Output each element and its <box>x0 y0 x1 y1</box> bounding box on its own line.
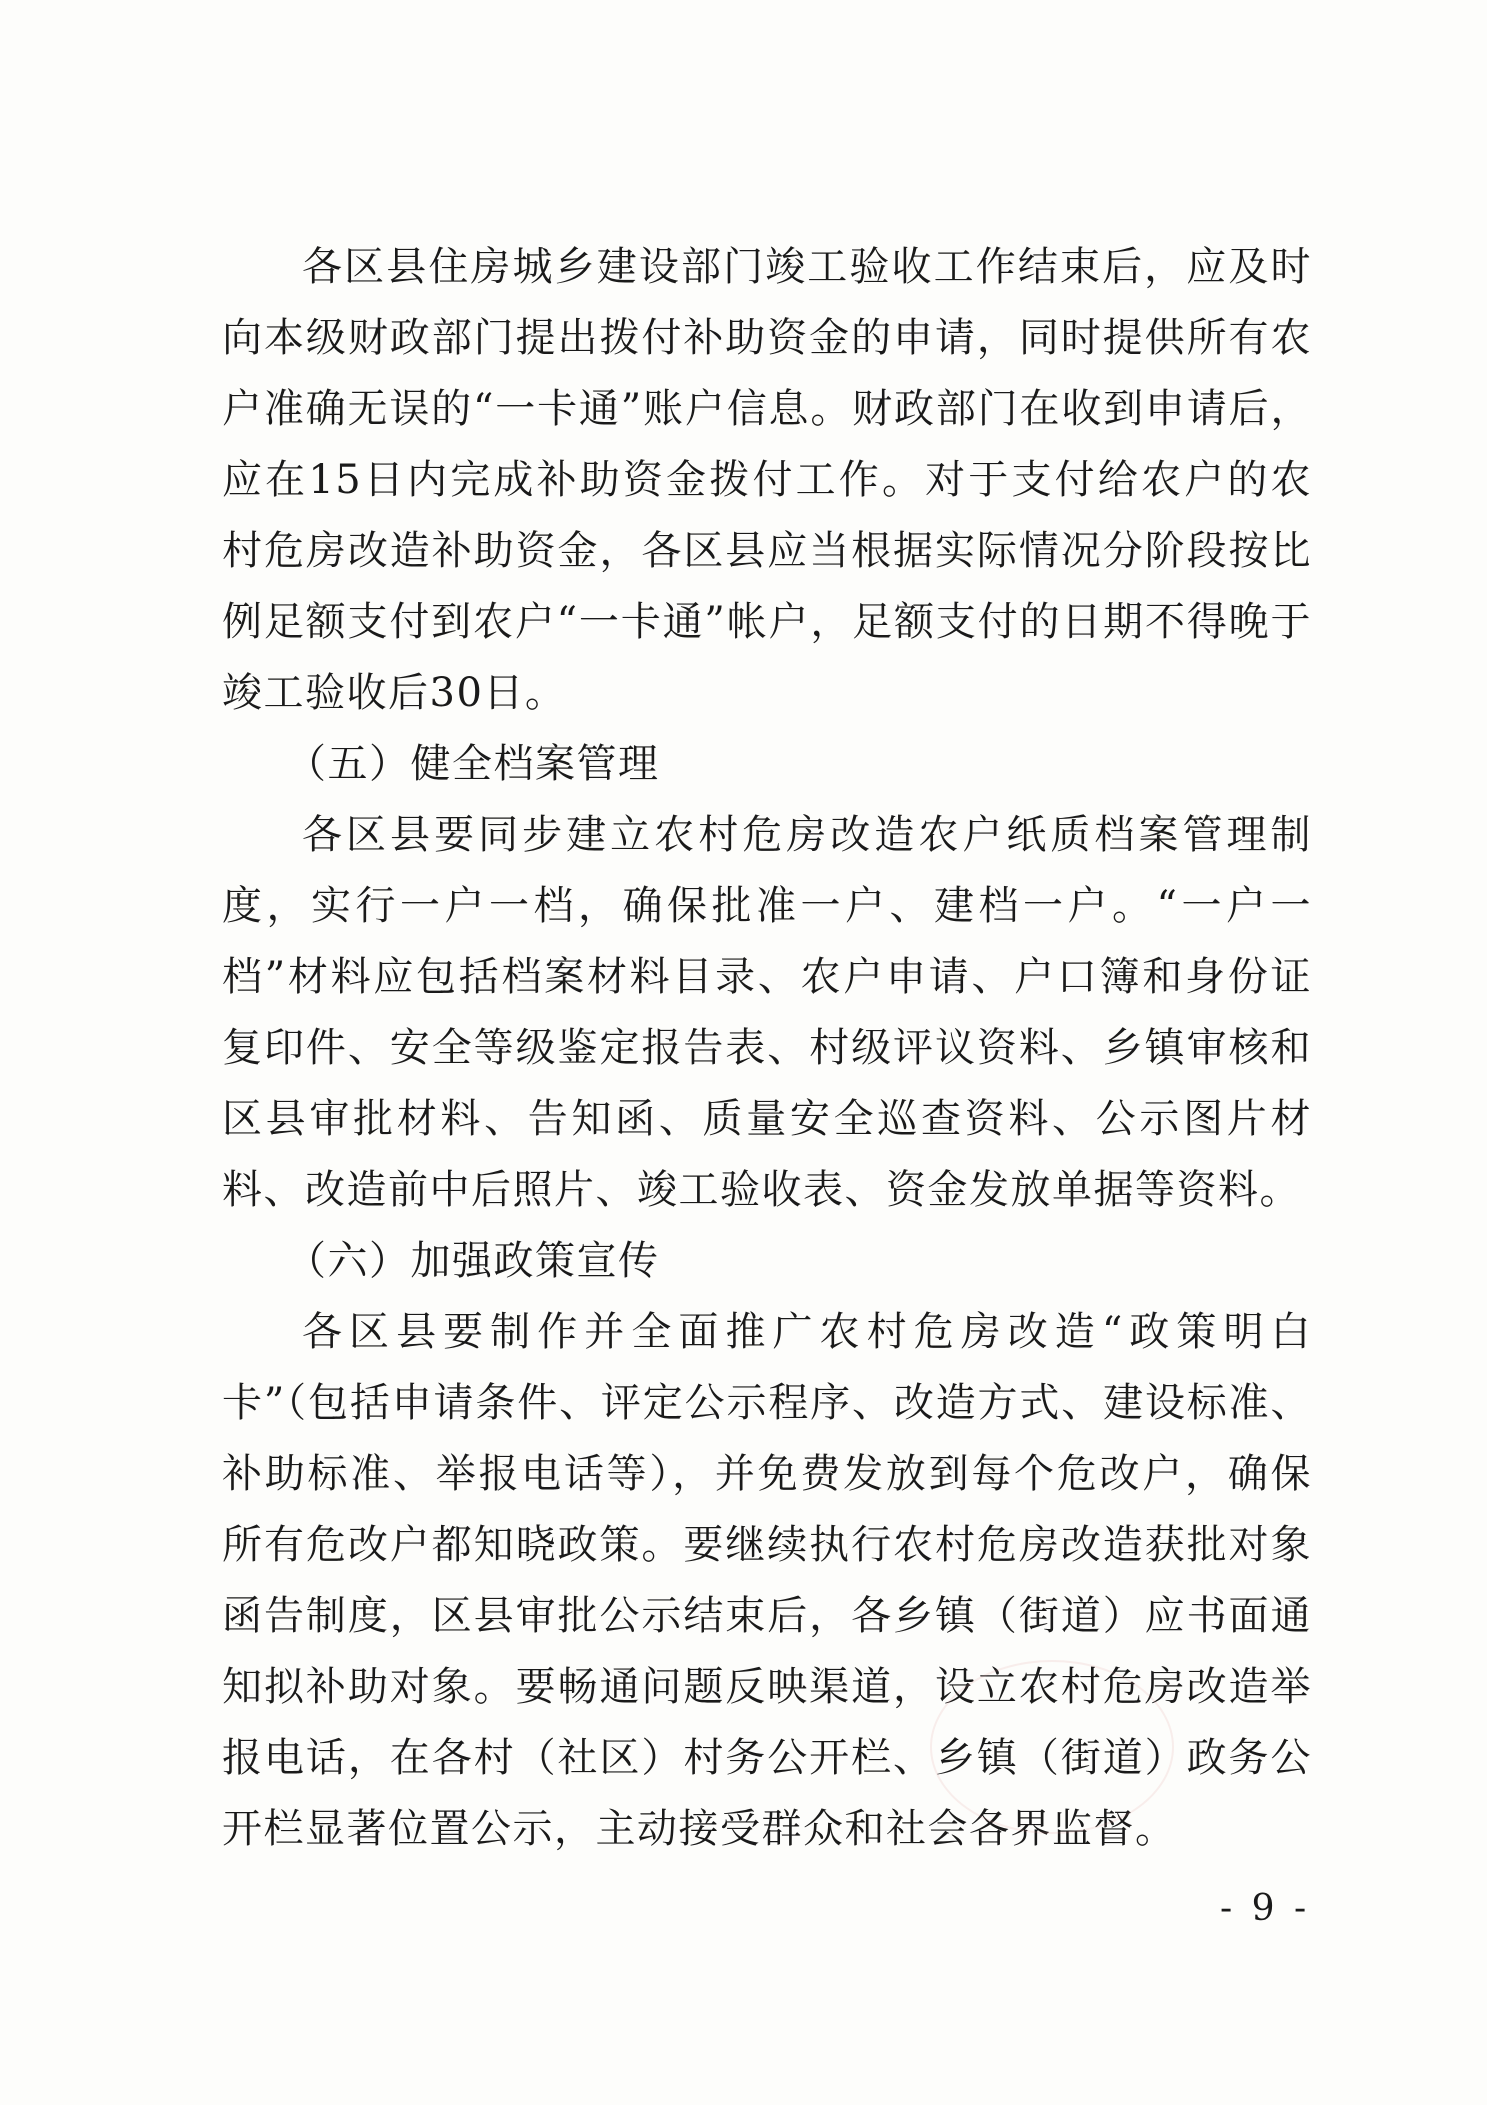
faint-seal-mark <box>930 1660 1174 1834</box>
page-number: - 9 - <box>1220 1888 1311 1929</box>
heading-archive-management: （五）健全档案管理 <box>286 741 660 787</box>
paragraph-fund-disbursement: 各区县住房城乡建设部门竣工验收工作结束后，应及时向本级财政部门提出拨付补助资金的申请，同时提供所有农户准确无误的“一卡通”账户信息。财政部门在收到申请后，应在15日内完成补助资金拨付工作。对于支付给农户的农村危房改造补助资金，各区县应当根据实际情况分阶段按比例足额支付到农户“一卡通”帐户，足额支付的日期不得晚于竣工验收后30日。 <box>222 244 1312 716</box>
heading-policy-publicity: （六）加强政策宣传 <box>286 1238 660 1284</box>
paragraph-policy-publicity: 各区县要制作并全面推广农村危房改造“政策明白卡”（包括申请条件、评定公示程序、改造方式、建设标准、补助标准、举报电话等），并免费发放到每个危改户，确保所有危改户都知晓政策。要继续执行农村危房改造获批对象函告制度，区县审批公示结束后，各乡镇（街道）应书面通知拟补助对象。要畅通问题反映渠道，设立农村危房改造举报电话，在各村（社区）村务公开栏、乡镇（街道）政务公开栏显著位置公示，主动接受群众和社会各界监督。 <box>222 1309 1312 1852</box>
document-body <box>222 232 1312 1865</box>
paragraph-archive-management: 各区县要同步建立农村危房改造农户纸质档案管理制度，实行一户一档，确保批准一户、建档一户。“一户一档”材料应包括档案材料目录、农户申请、户口簿和身份证复印件、安全等级鉴定报告表、村级评议资料、乡镇审核和区县审批材料、告知函、质量安全巡查资料、公示图片材料、改造前中后照片、竣工验收表、资金发放单据等资料。 <box>222 812 1312 1213</box>
